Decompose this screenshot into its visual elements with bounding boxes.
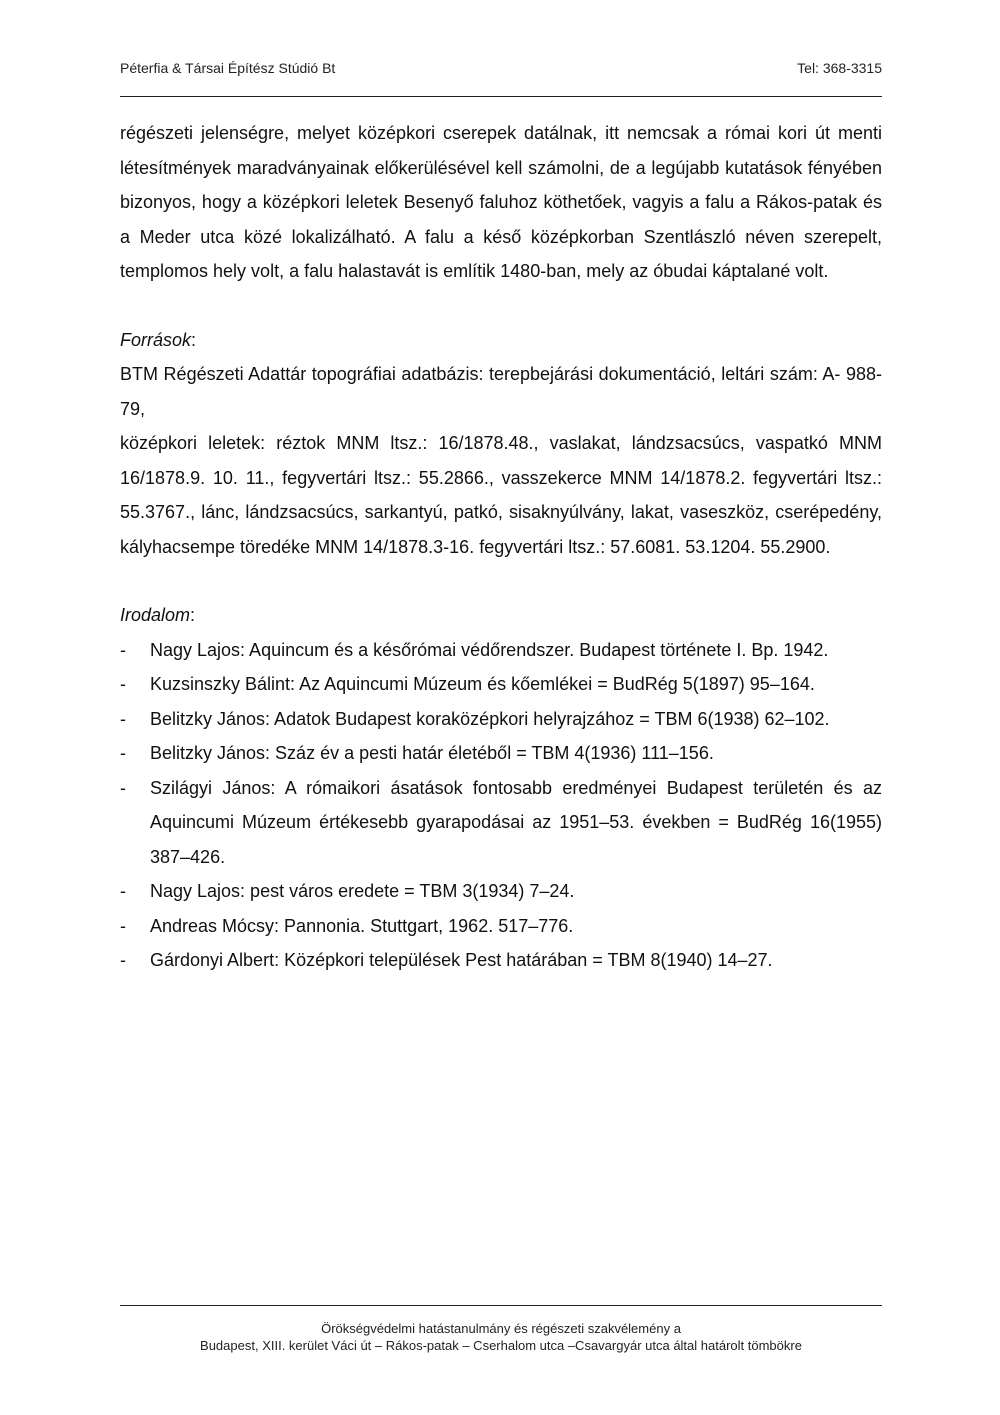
list-bullet: - [120, 777, 126, 798]
source-line: középkori leletek: réztok MNM ltsz.: 16/1878.48., vaslakat, lándzsacsúcs, vaspatkó MNM 16/1878.9. 10. 11., fegyvertári ltsz.: 55.2866., vasszekerce MNM 14/1878.2. fegyvertári ltsz.: 55.3767., lánc, lándzsacsúcs, sarkantyú, patkó, sisaknyúlvány, lakat, vaseszköz, cserépedény, kályhacsempe töredéke MNM 14/1878.3-16. fegyvertári ltsz.: 57.6081. 53.1204. 55.2900. [120, 433, 882, 557]
literature-item [120, 702, 882, 737]
header-phone: Tel: 368-3315 [797, 60, 882, 76]
page-footer [120, 1320, 882, 1354]
sources-heading-colon: : [191, 329, 197, 350]
footer-divider [120, 1305, 882, 1306]
literature-item-text: Kuzsinszky Bálint: Az Aquincumi Múzeum és kőemlékei = BudRég 5(1897) 95–164. [150, 674, 815, 694]
footer-line-1: Örökségvédelmi hatástanulmány és régészeti szakvélemény a [321, 1321, 681, 1336]
literature-heading-colon: : [190, 605, 196, 625]
literature-item-text: Szilágyi János: A rómaikori ásatások fontosabb eredményei Budapest területén és az Aquincumi Múzeum értékesebb gyarapodásai az 1951–53. években = BudRég 16(1955) 387–426. [150, 777, 882, 867]
literature-item [120, 874, 882, 909]
list-bullet: - [120, 639, 126, 660]
list-bullet: - [120, 950, 126, 970]
literature-heading-text: Irodalom [120, 605, 191, 625]
literature-item-text: Nagy Lajos: Aquincum és a későrómai védőrendszer. Budapest története I. Bp. 1942. [150, 639, 829, 660]
page-header [120, 60, 882, 76]
header-company: Péterfia & Társai Építész Stúdió Bt [120, 60, 336, 76]
literature-item-text: Andreas Mócsy: Pannonia. Stuttgart, 1962. 517–776. [150, 915, 574, 936]
list-bullet: - [120, 881, 126, 901]
list-bullet: - [120, 743, 126, 763]
literature-item [120, 943, 882, 978]
literature-heading [120, 598, 882, 633]
literature-list [120, 633, 882, 978]
literature-item-text: Nagy Lajos: pest város eredete = TBM 3(1934) 7–24. [150, 881, 575, 901]
literature-item [120, 736, 882, 771]
literature-item [120, 771, 882, 875]
literature-item-text: Gárdonyi Albert: Középkori települések Pest határában = TBM 8(1940) 14–27. [150, 950, 773, 970]
intro-paragraph: régészeti jelenségre, melyet középkori cserepek datálnak, itt nemcsak a római kori út menti létesítmények maradványainak előkerülésével kell számolni, de a legújabb kutatások fényében bizonyos, hogy a középkori leletek Besenyő faluhoz köthetőek, vagyis a falu a Rákos-patak és a Meder utca közé lokalizálható. A falu a késő középkorban Szentlászló néven szerepelt, templomos hely volt, a falu halastavát is említik 1480-ban, mely az óbudai káptalané volt. [120, 123, 882, 281]
literature-item-text: Belitzky János: Száz év a pesti határ életéből = TBM 4(1936) 111–156. [150, 743, 714, 763]
list-bullet: - [120, 708, 126, 729]
footer-line-2: Budapest, XIII. kerület Váci út – Rákos-patak – Cserhalom utca –Csavargyár utca által határolt tömbökre [200, 1338, 802, 1353]
literature-item [120, 909, 882, 944]
page-body [120, 116, 882, 978]
literature-item-text: Belitzky János: Adatok Budapest koraközépkori helyrajzához = TBM 6(1938) 62–102. [150, 708, 830, 729]
sources-heading-text: Források [120, 329, 192, 350]
source-line: BTM Régészeti Adattár topográfiai adatbázis: terepbejárási dokumentáció, leltári szám: A- 988-79, [120, 364, 882, 419]
list-bullet: - [120, 674, 126, 694]
sources-heading [120, 323, 882, 358]
literature-item [120, 633, 882, 668]
literature-item [120, 667, 882, 702]
header-divider [120, 96, 882, 97]
list-bullet: - [120, 915, 126, 936]
